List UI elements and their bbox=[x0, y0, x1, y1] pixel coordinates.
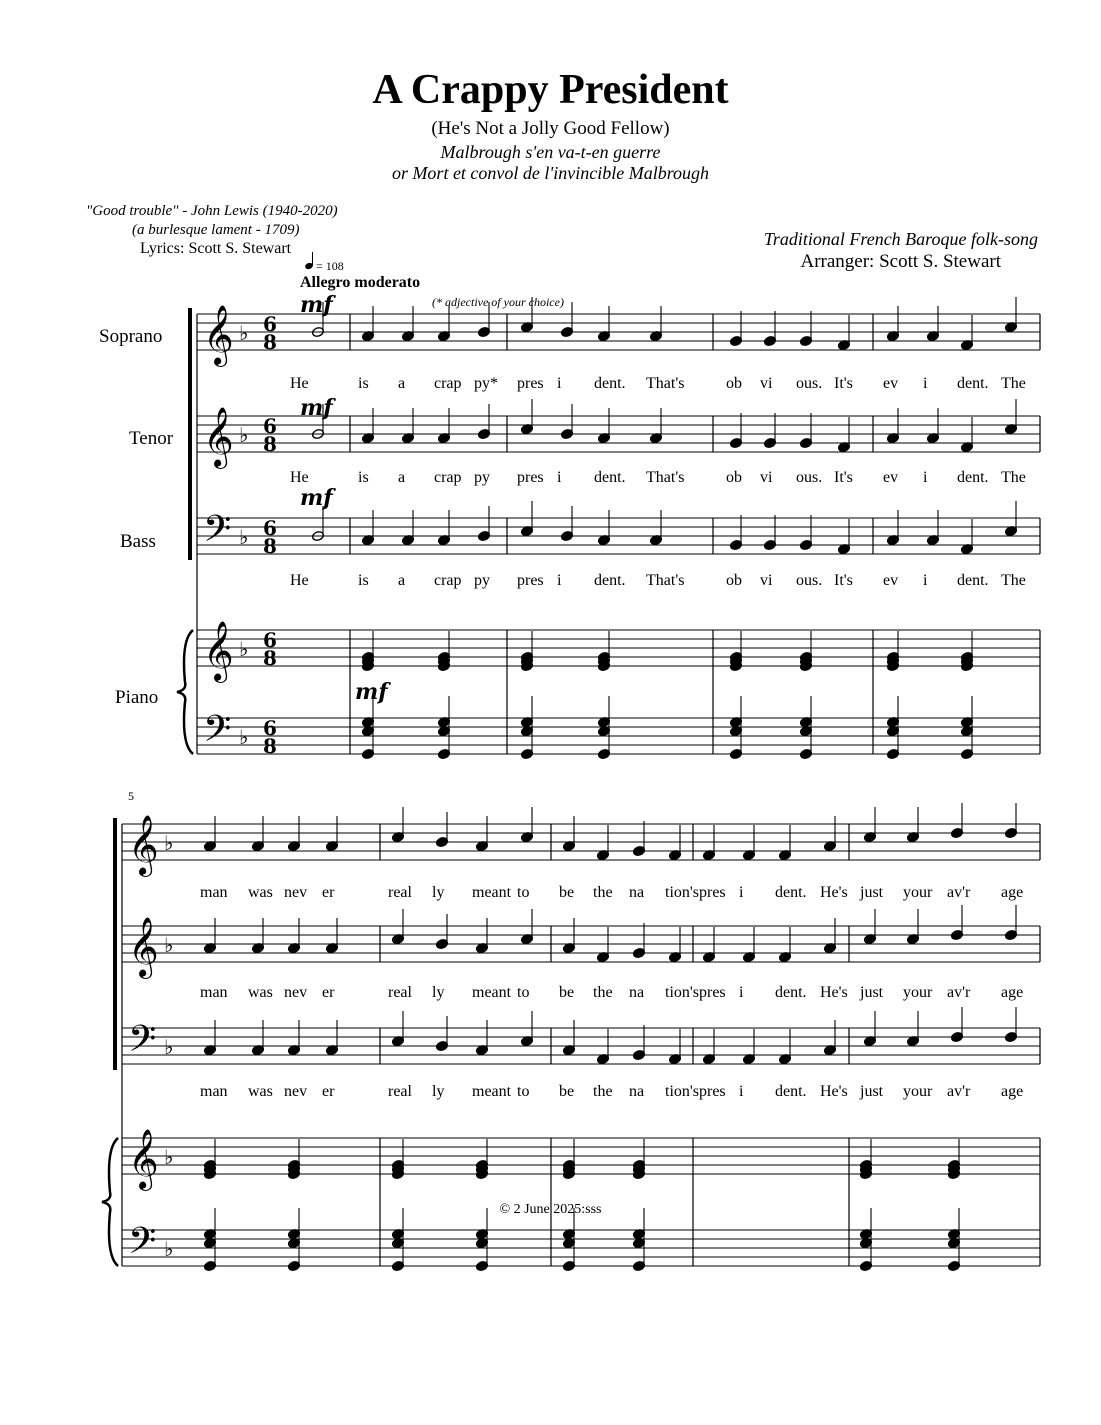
instrument-tenor: Tenor bbox=[129, 428, 174, 449]
lyric-syllable: i bbox=[923, 375, 928, 392]
lyric-syllable: nev bbox=[284, 884, 308, 901]
footnote: (* adjective of your choice) bbox=[432, 295, 564, 309]
lyric-syllable: the bbox=[593, 884, 613, 901]
lyric-syllable: was bbox=[248, 1083, 273, 1100]
lyric-syllable: vi bbox=[760, 469, 773, 486]
lyric-syllable: real bbox=[388, 984, 412, 1001]
lyric-syllable: i bbox=[739, 884, 744, 901]
choir-bracket bbox=[188, 308, 192, 560]
origin-credit: Traditional French Baroque folk-song bbox=[763, 229, 1038, 249]
time-signature-denominator: 8 bbox=[263, 330, 277, 354]
flat-icon: ♭ bbox=[239, 725, 249, 749]
lyric-syllable: He bbox=[290, 469, 309, 486]
lyric-syllable: py bbox=[474, 572, 490, 589]
lyric-syllable: dent. bbox=[594, 572, 626, 589]
lyric-syllable: The bbox=[1001, 572, 1026, 589]
lyric-syllable: man bbox=[200, 984, 228, 1001]
lyric-syllable: just bbox=[860, 984, 884, 1001]
lyric-syllable: pres bbox=[517, 469, 544, 486]
lyric-syllable: er bbox=[322, 984, 335, 1001]
lyric-syllable: av'r bbox=[947, 984, 971, 1001]
lyric-syllable: vi bbox=[760, 375, 773, 392]
lyric-syllable: your bbox=[903, 1083, 933, 1100]
lyric-syllable: i bbox=[923, 469, 928, 486]
lyrics bbox=[200, 375, 1026, 1100]
measure-number: 5 bbox=[128, 789, 134, 803]
dynamic-soprano: mf bbox=[300, 292, 333, 318]
lyric-syllable: meant bbox=[472, 884, 512, 901]
lyric-syllable: a bbox=[398, 572, 406, 589]
lyric-syllable: be bbox=[559, 884, 575, 901]
lyric-syllable: i bbox=[923, 572, 928, 589]
time-signature-numerator: 6 bbox=[263, 414, 277, 438]
lyric-syllable: He's bbox=[820, 1083, 848, 1100]
lyric-syllable: meant bbox=[472, 1083, 512, 1100]
lyric-syllable: tion's bbox=[665, 1083, 699, 1100]
instrument-bass: Bass bbox=[120, 531, 156, 552]
lyric-syllable: That's bbox=[646, 572, 685, 589]
lyric-syllable: is bbox=[358, 469, 369, 486]
time-signature-denominator: 8 bbox=[263, 432, 277, 456]
time-signature-denominator: 8 bbox=[263, 646, 277, 670]
time-signature-denominator: 8 bbox=[263, 734, 277, 758]
lyric-syllable: er bbox=[322, 1083, 335, 1100]
dynamic-piano: mf bbox=[355, 679, 388, 705]
lyric-syllable: just bbox=[860, 884, 884, 901]
time-signature-numerator: 6 bbox=[263, 628, 277, 652]
time-signature-numerator: 6 bbox=[263, 516, 277, 540]
lyric-syllable: to bbox=[517, 984, 530, 1001]
lyric-syllable: is bbox=[358, 572, 369, 589]
lyric-syllable: the bbox=[593, 984, 613, 1001]
lyric-syllable: i bbox=[557, 375, 562, 392]
lyric-syllable: crap bbox=[434, 469, 462, 486]
treble-clef-icon: 𝄞 bbox=[203, 621, 234, 681]
lyric-syllable: was bbox=[248, 984, 273, 1001]
lyricist-credit: Lyrics: Scott S. Stewart bbox=[140, 240, 292, 257]
tempo-marking bbox=[300, 252, 420, 291]
treble-clef-icon: 𝄞 bbox=[203, 407, 234, 467]
choir-bracket bbox=[113, 818, 117, 1070]
lyric-syllable: be bbox=[559, 984, 575, 1001]
lyric-syllable: ly bbox=[432, 1083, 445, 1100]
subtitle: (He's Not a Jolly Good Fellow) bbox=[431, 118, 670, 139]
lyric-syllable: tion's bbox=[665, 884, 699, 901]
lyric-syllable: real bbox=[388, 1083, 412, 1100]
lyric-syllable: The bbox=[1001, 375, 1026, 392]
treble-clef-icon: 𝄞 bbox=[203, 305, 234, 365]
dynamic-tenor: mf bbox=[300, 395, 333, 421]
lyric-syllable: dent. bbox=[957, 469, 989, 486]
lyric-syllable: your bbox=[903, 884, 933, 901]
lyric-syllable: i bbox=[739, 984, 744, 1001]
alternate-title-1: Malbrough s'en va-t-en guerre bbox=[440, 142, 661, 162]
time-signature-denominator: 8 bbox=[263, 534, 277, 558]
lyric-syllable: dent. bbox=[775, 1083, 807, 1100]
lyric-syllable: That's bbox=[646, 375, 685, 392]
lyric-syllable: man bbox=[200, 1083, 228, 1100]
tempo-text: Allegro moderato bbox=[300, 274, 421, 291]
flat-icon: ♭ bbox=[239, 525, 249, 549]
lyric-syllable: ous. bbox=[796, 572, 823, 589]
lyric-syllable: to bbox=[517, 1083, 530, 1100]
metronome-mark: = 108 bbox=[316, 259, 344, 273]
lyric-syllable: ous. bbox=[796, 469, 823, 486]
lyric-syllable: py* bbox=[474, 375, 498, 392]
lyric-syllable: dent. bbox=[775, 984, 807, 1001]
lyric-syllable: crap bbox=[434, 572, 462, 589]
lyric-syllable: i bbox=[739, 1083, 744, 1100]
treble-clef-icon: 𝄞 bbox=[128, 815, 159, 875]
lament-note: (a burlesque lament - 1709) bbox=[132, 222, 300, 238]
lyric-syllable: pres bbox=[699, 1083, 726, 1100]
lyric-syllable: It's bbox=[834, 469, 853, 486]
lyric-syllable: age bbox=[1001, 884, 1024, 901]
lyric-syllable: ob bbox=[726, 572, 742, 589]
lyric-syllable: is bbox=[358, 375, 369, 392]
lyric-syllable: py bbox=[474, 469, 490, 486]
lyric-syllable: dent. bbox=[957, 572, 989, 589]
lyric-syllable: ev bbox=[883, 572, 899, 589]
lyric-syllable: na bbox=[629, 884, 645, 901]
treble-clef-icon: 𝄞 bbox=[128, 1129, 159, 1189]
lyric-syllable: It's bbox=[834, 572, 853, 589]
time-signature-numerator: 6 bbox=[263, 312, 277, 336]
lyric-syllable: i bbox=[557, 572, 562, 589]
lyric-syllable: nev bbox=[284, 1083, 308, 1100]
flat-icon: ♭ bbox=[164, 933, 174, 957]
flat-icon: ♭ bbox=[239, 423, 249, 447]
lyric-syllable: a bbox=[398, 469, 406, 486]
page-title: A Crappy President bbox=[372, 67, 729, 113]
flat-icon: ♭ bbox=[164, 1237, 174, 1261]
lyric-syllable: He bbox=[290, 572, 309, 589]
bass-clef-icon: 𝄢 bbox=[203, 708, 232, 759]
piano-brace bbox=[177, 630, 193, 754]
lyric-syllable: av'r bbox=[947, 1083, 971, 1100]
lyric-syllable: na bbox=[629, 984, 645, 1001]
lyric-syllable: He's bbox=[820, 884, 848, 901]
bass-clef-icon: 𝄢 bbox=[128, 1220, 157, 1271]
staff-lines bbox=[102, 305, 1040, 1271]
flat-icon: ♭ bbox=[164, 831, 174, 855]
lyric-syllable: man bbox=[200, 884, 228, 901]
epigraph-quote: "Good trouble" - John Lewis (1940-2020) bbox=[86, 203, 338, 219]
lyric-syllable: dent. bbox=[594, 375, 626, 392]
copyright-footer: © 2 June 2025:sss bbox=[499, 1202, 602, 1217]
lyric-syllable: real bbox=[388, 884, 412, 901]
lyric-syllable: to bbox=[517, 884, 530, 901]
instrument-soprano: Soprano bbox=[99, 326, 163, 347]
lyric-syllable: pres bbox=[517, 375, 544, 392]
lyric-syllable: i bbox=[557, 469, 562, 486]
lyric-syllable: dent. bbox=[775, 884, 807, 901]
lyric-syllable: ev bbox=[883, 469, 899, 486]
lyric-syllable: a bbox=[398, 375, 406, 392]
lyric-syllable: was bbox=[248, 884, 273, 901]
arranger-credit: Arranger: Scott S. Stewart bbox=[800, 251, 1001, 272]
lyric-syllable: ev bbox=[883, 375, 899, 392]
lyric-syllable: nev bbox=[284, 984, 308, 1001]
time-signature-numerator: 6 bbox=[263, 716, 277, 740]
flat-icon: ♭ bbox=[164, 1145, 174, 1169]
bass-clef-icon: 𝄢 bbox=[128, 1018, 157, 1069]
dynamic-bass: mf bbox=[300, 485, 333, 511]
treble-clef-icon: 𝄞 bbox=[128, 917, 159, 977]
instrument-piano: Piano bbox=[115, 687, 159, 708]
flat-icon: ♭ bbox=[164, 1035, 174, 1059]
lyric-syllable: ob bbox=[726, 375, 742, 392]
lyric-syllable: the bbox=[593, 1083, 613, 1100]
lyric-syllable: be bbox=[559, 1083, 575, 1100]
lyric-syllable: pres bbox=[699, 984, 726, 1001]
lyric-syllable: age bbox=[1001, 1083, 1024, 1100]
lyric-syllable: age bbox=[1001, 984, 1024, 1001]
bass-clef-icon: 𝄢 bbox=[203, 508, 232, 559]
flat-icon: ♭ bbox=[239, 637, 249, 661]
lyric-syllable: dent. bbox=[594, 469, 626, 486]
lyric-syllable: ly bbox=[432, 884, 445, 901]
alternate-title-2: or Mort et convol de l'invincible Malbrough bbox=[391, 163, 710, 183]
lyric-syllable: ous. bbox=[796, 375, 823, 392]
lyric-syllable: just bbox=[860, 1083, 884, 1100]
lyric-syllable: er bbox=[322, 884, 335, 901]
lyric-syllable: pres bbox=[699, 884, 726, 901]
lyric-syllable: ob bbox=[726, 469, 742, 486]
lyric-syllable: He's bbox=[820, 984, 848, 1001]
lyric-syllable: vi bbox=[760, 572, 773, 589]
lyric-syllable: na bbox=[629, 1083, 645, 1100]
lyric-syllable: pres bbox=[517, 572, 544, 589]
lyric-syllable: That's bbox=[646, 469, 685, 486]
flat-icon: ♭ bbox=[239, 321, 249, 345]
lyric-syllable: ly bbox=[432, 984, 445, 1001]
lyric-syllable: crap bbox=[434, 375, 462, 392]
lyric-syllable: av'r bbox=[947, 884, 971, 901]
lyric-syllable: He bbox=[290, 375, 309, 392]
lyric-syllable: tion's bbox=[665, 984, 699, 1001]
lyric-syllable: It's bbox=[834, 375, 853, 392]
lyric-syllable: The bbox=[1001, 469, 1026, 486]
lyric-syllable: meant bbox=[472, 984, 512, 1001]
lyric-syllable: dent. bbox=[957, 375, 989, 392]
lyric-syllable: your bbox=[903, 984, 933, 1001]
